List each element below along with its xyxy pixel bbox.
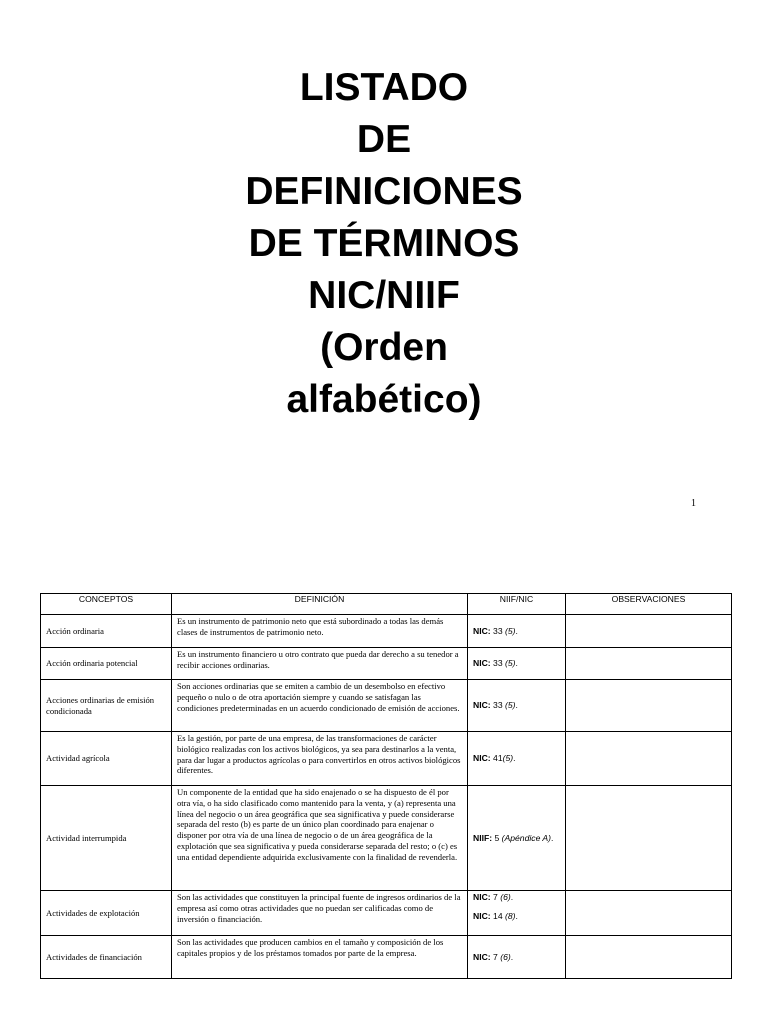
reference-tail: . xyxy=(513,753,516,764)
concept-cell: Actividades de explotación xyxy=(41,891,172,936)
column-header-reference: NIIF/NIC xyxy=(468,594,566,615)
reference-tail: . xyxy=(515,658,518,669)
observations-cell xyxy=(566,732,732,786)
document-title xyxy=(0,62,768,426)
definition-cell: Es la gestión, por parte de una empresa, de las transformaciones de carácter biológico realizadas con los activos biológicos, ya sea para destinarlos a la venta, para dar lugar a productos agrícolas o para convertirlos en otros activos biológicos diferentes. xyxy=(172,732,468,786)
reference-cell xyxy=(468,936,566,979)
reference-tail: . xyxy=(515,910,518,921)
page-number: 1 xyxy=(691,498,696,509)
reference-entry xyxy=(473,753,560,764)
observations-cell xyxy=(566,786,732,891)
title-line: DEFINICIONES xyxy=(245,170,523,213)
standard-label: NIC: xyxy=(473,910,491,921)
paragraph-reference: (6) xyxy=(500,892,511,902)
reference-cell xyxy=(468,732,566,786)
table-row xyxy=(41,680,732,732)
standard-number: 33 xyxy=(490,700,506,711)
table-row xyxy=(41,732,732,786)
standard-label: NIC: xyxy=(473,951,491,962)
title-line: DE xyxy=(356,118,412,161)
reference-entry xyxy=(473,658,560,669)
title-line: LISTADO xyxy=(299,66,469,109)
standard-number: 14 xyxy=(490,910,506,921)
paragraph-reference: (6) xyxy=(500,951,511,962)
standard-number: 7 xyxy=(490,892,501,902)
title-line: DE TÉRMINOS xyxy=(248,222,520,265)
title-line: (Orden xyxy=(320,326,448,369)
reference-tail: . xyxy=(551,832,554,843)
paragraph-reference: (5) xyxy=(502,753,514,764)
observations-cell xyxy=(566,615,732,648)
standard-number: 7 xyxy=(490,951,501,962)
reference-entry xyxy=(473,892,560,903)
concept-cell: Actividad agrícola xyxy=(41,732,172,786)
column-header-definition: DEFINICIÓN xyxy=(172,594,468,615)
reference-entry xyxy=(473,952,560,963)
concept-cell: Actividades de financiación xyxy=(41,936,172,979)
reference-cell xyxy=(468,680,566,732)
standard-label: NIIF: xyxy=(473,832,493,843)
column-header-concepts: CONCEPTOS xyxy=(41,594,172,615)
paragraph-reference: (5) xyxy=(505,658,516,669)
reference-cell xyxy=(468,786,566,891)
standard-number: 33 xyxy=(490,658,506,669)
observations-cell xyxy=(566,680,732,732)
concept-cell: Acción ordinaria potencial xyxy=(41,648,172,680)
standard-label: NIC: xyxy=(473,753,491,764)
reference-entry xyxy=(473,911,560,922)
table-row xyxy=(41,786,732,891)
standard-label: NIC: xyxy=(473,625,491,636)
concept-cell: Acción ordinaria xyxy=(41,615,172,648)
definitions-table xyxy=(40,593,732,979)
standard-label: NIC: xyxy=(473,892,491,902)
definition-cell: Es un instrumento de patrimonio neto que está subordinado a todas las demás clases de instrumentos de patrimonio neto. xyxy=(172,615,468,648)
reference-entry xyxy=(473,700,560,711)
standard-number: 5 xyxy=(492,832,502,843)
standard-number: 41 xyxy=(490,753,503,764)
table-row xyxy=(41,648,732,680)
definition-cell: Son las actividades que producen cambios en el tamaño y composición de los capitales propios y de los préstamos tomados por parte de la empresa. xyxy=(172,936,468,979)
definition-cell: Son las actividades que constituyen la principal fuente de ingresos ordinarios de la empresa así como otras actividades que no puedan ser calificadas como de inversión o financiación. xyxy=(172,891,468,936)
definition-cell: Un componente de la entidad que ha sido enajenado o se ha dispuesto de él por otra vía, o ha sido clasificado como mantenido para la venta, y (a) representa una línea del negocio o un área geográfica que sea significativa y puede considerarse separada del resto (b) es parte de un único plan coordinado para enajenar o disponer por otra vía de una línea de negocio o de un área geográfica de la explotación que sea significativa y pueda considerarse separada del resto; o (c) es una entidad dependiente adquirida exclusivamente con la finalidad de revenderla. xyxy=(172,786,468,891)
concept-cell: Acciones ordinarias de emisión condicionada xyxy=(41,680,172,732)
table-header-row xyxy=(41,594,732,615)
title-line: alfabético) xyxy=(286,378,482,421)
standard-number: 33 xyxy=(490,625,506,636)
observations-cell xyxy=(566,648,732,680)
definition-cell: Son acciones ordinarias que se emiten a cambio de un desembolso en efectivo pequeño o nulo o de otra aportación siempre y cuando se satisfagan las condiciones predeterminadas en un acuerdo condicionado de emisión de acciones. xyxy=(172,680,468,732)
column-header-observations: OBSERVACIONES xyxy=(566,594,732,615)
standard-label: NIC: xyxy=(473,658,491,669)
reference-cell xyxy=(468,615,566,648)
table-row xyxy=(41,891,732,936)
paragraph-reference: (5) xyxy=(505,700,516,711)
reference-tail: . xyxy=(510,951,514,962)
reference-entry xyxy=(473,833,560,844)
paragraph-reference: (Apéndice A) xyxy=(501,832,552,843)
observations-cell xyxy=(566,936,732,979)
reference-cell xyxy=(468,891,566,936)
concept-cell: Actividad interrumpida xyxy=(41,786,172,891)
definition-cell: Es un instrumento financiero u otro contrato que pueda dar derecho a su tenedor a recibir acciones ordinarias. xyxy=(172,648,468,680)
reference-tail: . xyxy=(510,892,514,902)
standard-label: NIC: xyxy=(473,700,491,711)
reference-entry xyxy=(473,626,560,637)
paragraph-reference: (5) xyxy=(505,625,516,636)
reference-tail: . xyxy=(515,625,518,636)
reference-tail: . xyxy=(515,700,518,711)
paragraph-reference: (8) xyxy=(505,910,516,921)
table-row xyxy=(41,615,732,648)
observations-cell xyxy=(566,891,732,936)
table-row xyxy=(41,936,732,979)
title-line: NIC/NIIF xyxy=(308,274,460,317)
reference-cell xyxy=(468,648,566,680)
